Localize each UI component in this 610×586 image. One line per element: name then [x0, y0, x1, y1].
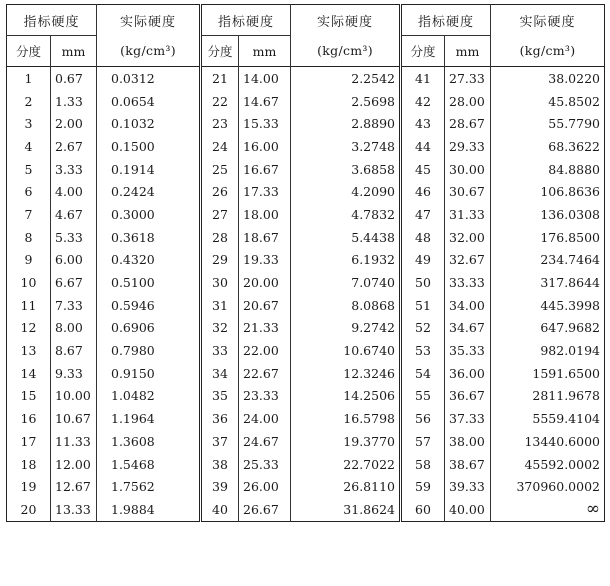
table-row — [7, 67, 605, 90]
kg-cell: 1.7562 — [97, 475, 201, 498]
kg-cell: 317.8644 — [491, 271, 605, 294]
kg-cell: 16.5798 — [291, 407, 401, 430]
kg-cell: 136.0308 — [491, 203, 605, 226]
kg-cell: 0.2424 — [97, 180, 201, 203]
table-row — [7, 453, 605, 476]
division-cell: 16 — [20, 411, 37, 427]
division-cell: 60 — [401, 498, 445, 521]
kg-cell: 22.7022 — [291, 453, 401, 476]
table-row — [7, 180, 605, 203]
table-row — [7, 249, 605, 272]
division-cell: 12 — [20, 320, 37, 336]
kg-cell: 2811.9678 — [491, 385, 605, 408]
mm-cell: 7.33 — [51, 294, 97, 317]
mm-cell: 20.00 — [239, 271, 291, 294]
kg-cell: 55.7790 — [491, 112, 605, 135]
mm-cell: 20.67 — [239, 294, 291, 317]
kg-cell: 1.3608 — [97, 430, 201, 453]
kg-cell: 0.5100 — [97, 271, 201, 294]
actual-hardness-header-2: 实际硬度 — [291, 5, 401, 36]
kg-cell: 45.8502 — [491, 90, 605, 113]
kg-cell: 234.7464 — [491, 249, 605, 272]
division-cell: 25 — [201, 158, 239, 181]
division-cell: 17 — [20, 433, 37, 449]
unit-header-3: (kg/cm³) — [491, 36, 605, 67]
mm-cell: 37.33 — [445, 407, 491, 430]
kg-cell: 0.9150 — [97, 362, 201, 385]
division-cell: 34 — [201, 362, 239, 385]
kg-cell: 0.4320 — [97, 249, 201, 272]
division-cell: 15 — [20, 388, 37, 404]
mm-cell: 24.00 — [239, 407, 291, 430]
division-cell: 1 — [24, 70, 33, 86]
mm-cell: 33.33 — [445, 271, 491, 294]
mm-cell: 8.67 — [51, 339, 97, 362]
table-row — [7, 475, 605, 498]
mm-header-1: mm — [51, 36, 97, 67]
division-header-1: 分度 — [7, 36, 51, 67]
kg-cell: 31.8624 — [291, 498, 401, 521]
table-row — [7, 339, 605, 362]
mm-cell: 6.00 — [51, 249, 97, 272]
indicator-hardness-header-2: 指标硬度 — [201, 5, 291, 36]
kg-cell: 4.2090 — [291, 180, 401, 203]
division-cell: 6 — [24, 184, 33, 200]
mm-cell: 8.00 — [51, 317, 97, 340]
mm-cell: 21.33 — [239, 317, 291, 340]
mm-cell: 17.33 — [239, 180, 291, 203]
mm-cell: 26.67 — [239, 498, 291, 521]
kg-cell: 370960.0002 — [491, 475, 605, 498]
mm-cell: 0.67 — [51, 67, 97, 90]
mm-cell: 14.67 — [239, 90, 291, 113]
mm-cell: 39.33 — [445, 475, 491, 498]
division-cell: 19 — [20, 479, 37, 495]
kg-cell: 5559.4104 — [491, 407, 605, 430]
mm-cell: 36.00 — [445, 362, 491, 385]
division-cell: 57 — [401, 430, 445, 453]
kg-cell: 982.0194 — [491, 339, 605, 362]
mm-cell: 18.00 — [239, 203, 291, 226]
mm-cell: 23.33 — [239, 385, 291, 408]
division-cell: 21 — [201, 67, 239, 90]
kg-cell: 0.3618 — [97, 226, 201, 249]
division-cell: 56 — [401, 407, 445, 430]
mm-cell: 4.67 — [51, 203, 97, 226]
division-cell: 51 — [401, 294, 445, 317]
actual-hardness-header-1: 实际硬度 — [97, 5, 201, 36]
mm-cell: 11.33 — [51, 430, 97, 453]
kg-cell: 3.2748 — [291, 135, 401, 158]
division-cell: 46 — [401, 180, 445, 203]
division-cell: 59 — [401, 475, 445, 498]
table-row — [7, 90, 605, 113]
mm-cell: 3.33 — [51, 158, 97, 181]
kg-cell: 0.6906 — [97, 317, 201, 340]
table-row — [7, 135, 605, 158]
mm-cell: 9.33 — [51, 362, 97, 385]
table-row — [7, 407, 605, 430]
mm-cell: 13.33 — [51, 498, 97, 521]
table-row — [7, 294, 605, 317]
mm-cell: 12.67 — [51, 475, 97, 498]
division-cell: 20 — [20, 501, 37, 517]
mm-cell: 30.00 — [445, 158, 491, 181]
mm-cell: 32.00 — [445, 226, 491, 249]
kg-cell: 14.2506 — [291, 385, 401, 408]
division-cell: 47 — [401, 203, 445, 226]
mm-cell: 26.00 — [239, 475, 291, 498]
division-cell: 37 — [201, 430, 239, 453]
division-cell: 58 — [401, 453, 445, 476]
mm-cell: 18.67 — [239, 226, 291, 249]
kg-cell: 0.1500 — [97, 135, 201, 158]
mm-cell: 16.67 — [239, 158, 291, 181]
mm-cell: 19.33 — [239, 249, 291, 272]
table-row — [7, 385, 605, 408]
mm-cell: 40.00 — [445, 498, 491, 521]
division-cell: 2 — [24, 93, 33, 109]
division-cell: 13 — [20, 343, 37, 359]
mm-header-3: mm — [445, 36, 491, 67]
kg-cell: 3.6858 — [291, 158, 401, 181]
indicator-hardness-header-3: 指标硬度 — [401, 5, 491, 36]
division-cell: 26 — [201, 180, 239, 203]
kg-cell: 13440.6000 — [491, 430, 605, 453]
mm-cell: 28.00 — [445, 90, 491, 113]
mm-cell: 22.67 — [239, 362, 291, 385]
mm-cell: 38.00 — [445, 430, 491, 453]
division-cell: 52 — [401, 317, 445, 340]
division-cell: 29 — [201, 249, 239, 272]
mm-cell: 38.67 — [445, 453, 491, 476]
mm-cell: 10.00 — [51, 385, 97, 408]
mm-cell: 30.67 — [445, 180, 491, 203]
mm-header-2: mm — [239, 36, 291, 67]
division-header-2: 分度 — [201, 36, 239, 67]
division-cell: 22 — [201, 90, 239, 113]
table-row — [7, 362, 605, 385]
division-cell: 9 — [24, 252, 33, 268]
division-cell: 53 — [401, 339, 445, 362]
indicator-hardness-header-1: 指标硬度 — [23, 14, 80, 30]
mm-cell: 34.00 — [445, 294, 491, 317]
kg-cell: 19.3770 — [291, 430, 401, 453]
table-row — [7, 498, 605, 521]
division-cell: 36 — [201, 407, 239, 430]
table-row — [7, 271, 605, 294]
division-cell: 7 — [24, 206, 33, 222]
table-row — [7, 430, 605, 453]
kg-cell: 6.1932 — [291, 249, 401, 272]
kg-cell: 647.9682 — [491, 317, 605, 340]
division-cell: 10 — [20, 275, 37, 291]
kg-cell: 1.5468 — [97, 453, 201, 476]
division-cell: 45 — [401, 158, 445, 181]
division-cell: 11 — [20, 297, 37, 313]
kg-cell: 45592.0002 — [491, 453, 605, 476]
kg-cell: 0.1032 — [97, 112, 201, 135]
division-cell: 50 — [401, 271, 445, 294]
table-row — [7, 112, 605, 135]
kg-cell: 10.6740 — [291, 339, 401, 362]
kg-cell: 176.8500 — [491, 226, 605, 249]
mm-cell: 35.33 — [445, 339, 491, 362]
kg-cell: 445.3998 — [491, 294, 605, 317]
division-cell: 48 — [401, 226, 445, 249]
division-cell: 33 — [201, 339, 239, 362]
kg-cell: 2.8890 — [291, 112, 401, 135]
kg-cell: 68.3622 — [491, 135, 605, 158]
mm-cell: 12.00 — [51, 453, 97, 476]
mm-cell: 31.33 — [445, 203, 491, 226]
mm-cell: 1.33 — [51, 90, 97, 113]
division-cell: 42 — [401, 90, 445, 113]
mm-cell: 36.67 — [445, 385, 491, 408]
division-header-3: 分度 — [401, 36, 445, 67]
division-cell: 3 — [24, 116, 33, 132]
division-cell: 24 — [201, 135, 239, 158]
unit-header-2: (kg/cm³) — [291, 36, 401, 67]
mm-cell: 27.33 — [445, 67, 491, 90]
division-cell: 38 — [201, 453, 239, 476]
division-cell: 30 — [201, 271, 239, 294]
kg-cell: 4.7832 — [291, 203, 401, 226]
actual-hardness-header-3: 实际硬度 — [491, 5, 605, 36]
kg-cell: 1.1964 — [97, 407, 201, 430]
mm-cell: 34.67 — [445, 317, 491, 340]
division-cell: 14 — [20, 365, 37, 381]
kg-cell: 0.0654 — [97, 90, 201, 113]
kg-cell: 2.2542 — [291, 67, 401, 90]
mm-cell: 14.00 — [239, 67, 291, 90]
kg-cell: 12.3246 — [291, 362, 401, 385]
division-cell: 5 — [24, 161, 33, 177]
table-row — [7, 226, 605, 249]
division-cell: 39 — [201, 475, 239, 498]
division-cell: 28 — [201, 226, 239, 249]
division-cell: 31 — [201, 294, 239, 317]
mm-cell: 22.00 — [239, 339, 291, 362]
table-row — [7, 317, 605, 340]
unit-header-1: (kg/cm³) — [97, 36, 201, 67]
division-cell: 44 — [401, 135, 445, 158]
mm-cell: 10.67 — [51, 407, 97, 430]
hardness-conversion-table — [6, 4, 605, 522]
kg-cell: 0.1914 — [97, 158, 201, 181]
kg-cell: 84.8880 — [491, 158, 605, 181]
mm-cell: 25.33 — [239, 453, 291, 476]
kg-cell: 38.0220 — [491, 67, 605, 90]
mm-cell: 15.33 — [239, 112, 291, 135]
table-body — [7, 67, 605, 522]
division-cell: 32 — [201, 317, 239, 340]
kg-cell: 2.5698 — [291, 90, 401, 113]
mm-cell: 28.67 — [445, 112, 491, 135]
mm-cell: 32.67 — [445, 249, 491, 272]
kg-cell: 1591.6500 — [491, 362, 605, 385]
kg-cell: 0.0312 — [97, 67, 201, 90]
division-cell: 43 — [401, 112, 445, 135]
mm-cell: 4.00 — [51, 180, 97, 203]
kg-cell: 0.7980 — [97, 339, 201, 362]
kg-cell: 9.2742 — [291, 317, 401, 340]
mm-cell: 16.00 — [239, 135, 291, 158]
division-cell: 49 — [401, 249, 445, 272]
division-cell: 8 — [24, 229, 33, 245]
kg-cell: 0.3000 — [97, 203, 201, 226]
kg-cell: 5.4438 — [291, 226, 401, 249]
table-row — [7, 203, 605, 226]
kg-cell: 1.9884 — [97, 498, 201, 521]
kg-cell: 1.0482 — [97, 385, 201, 408]
kg-cell: ∞ — [491, 498, 605, 521]
kg-cell: 8.0868 — [291, 294, 401, 317]
division-cell: 41 — [401, 67, 445, 90]
mm-cell: 29.33 — [445, 135, 491, 158]
kg-cell: 26.8110 — [291, 475, 401, 498]
division-cell: 55 — [401, 385, 445, 408]
mm-cell: 2.00 — [51, 112, 97, 135]
mm-cell: 5.33 — [51, 226, 97, 249]
division-cell: 54 — [401, 362, 445, 385]
division-cell: 40 — [201, 498, 239, 521]
kg-cell: 106.8636 — [491, 180, 605, 203]
division-cell: 18 — [20, 456, 37, 472]
division-cell: 35 — [201, 385, 239, 408]
division-cell: 4 — [24, 138, 33, 154]
division-cell: 23 — [201, 112, 239, 135]
mm-cell: 24.67 — [239, 430, 291, 453]
mm-cell: 6.67 — [51, 271, 97, 294]
kg-cell: 0.5946 — [97, 294, 201, 317]
division-cell: 27 — [201, 203, 239, 226]
table-row — [7, 158, 605, 181]
mm-cell: 2.67 — [51, 135, 97, 158]
kg-cell: 7.0740 — [291, 271, 401, 294]
